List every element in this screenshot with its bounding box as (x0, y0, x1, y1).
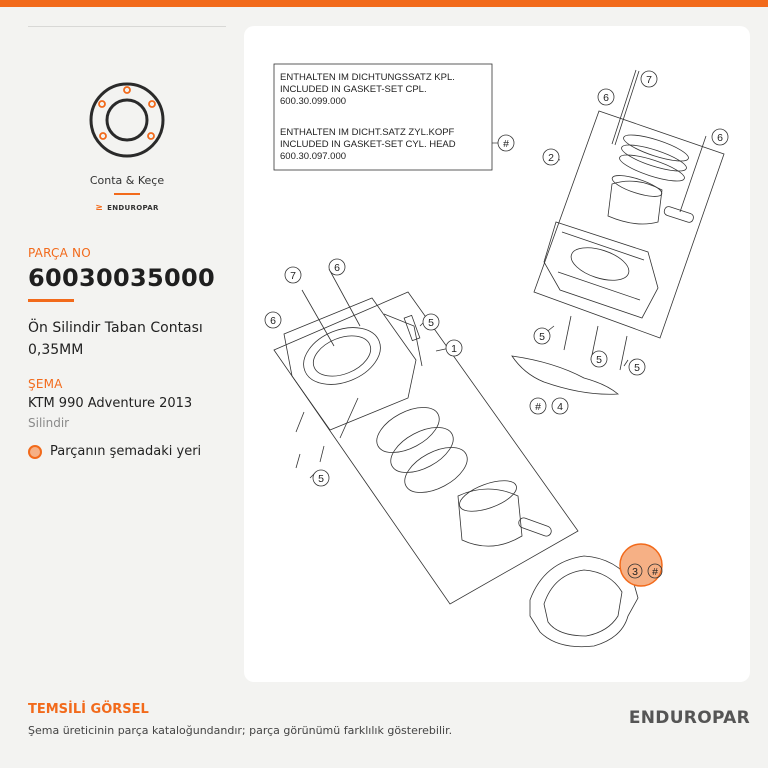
category-badge (28, 80, 226, 213)
note1-line3: 600.30.099.000 (280, 96, 347, 107)
note2-line1: ENTHALTEN IM DICHT.SATZ ZYL.KOPF (280, 127, 455, 138)
callout-hash-note (498, 135, 514, 151)
schema-model: KTM 990 Adventure 2013 (28, 396, 193, 411)
part-number-underline (28, 299, 74, 302)
svg-text:4: 4 (557, 401, 563, 413)
top-accent-bar (0, 0, 768, 7)
part-location-highlight (620, 544, 662, 586)
callout-5-c (629, 359, 645, 375)
note1-line1: ENTHALTEN IM DICHTUNGSSATZ KPL. (280, 72, 455, 83)
highlight-marker-icon (28, 445, 42, 459)
note2-line2: INCLUDED IN GASKET-SET CYL. HEAD (280, 139, 456, 150)
brand-small-text: ENDUROPAR (107, 204, 159, 212)
svg-text:2: 2 (548, 152, 554, 164)
top-divider (28, 26, 226, 27)
schema-group: Silindir (28, 416, 70, 430)
svg-text:5: 5 (428, 317, 434, 329)
brand-small-logo (28, 203, 226, 213)
svg-text:#: # (535, 401, 541, 413)
category-name: Conta & Keçe (89, 174, 165, 187)
callout-6-right (712, 129, 728, 145)
callout-5-front-top (423, 314, 439, 330)
exploded-diagram (244, 26, 750, 682)
svg-text:6: 6 (717, 132, 723, 144)
note2-line3: 600.30.097.000 (280, 151, 347, 162)
callout-7-top (641, 71, 657, 87)
svg-text:5: 5 (596, 354, 602, 366)
callout-1 (446, 340, 462, 356)
callout-6-front-top (329, 259, 345, 275)
part-name: Ön Silindir Taban Contası 0,35MM (28, 320, 203, 358)
callout-5-a (534, 328, 550, 344)
callout-hash-4 (530, 398, 546, 414)
note1-line2: INCLUDED IN GASKET-SET CPL. (280, 84, 427, 95)
callout-6-front-left (265, 312, 281, 328)
svg-text:6: 6 (603, 92, 609, 104)
legend-text: Parçanın şemadaki yeri (50, 444, 202, 459)
schema-label: ŞEMA (28, 377, 63, 391)
footer-brand: ENDUROPAR (628, 708, 750, 728)
svg-text:5: 5 (539, 331, 545, 343)
representative-image-note: Şema üreticinin parça kataloğundandır; parça görünümü farklılık gösterebilir. (28, 724, 453, 737)
svg-text:3: 3 (632, 566, 638, 578)
svg-text:7: 7 (646, 74, 652, 86)
callout-4 (552, 398, 568, 414)
callout-7-front (285, 267, 301, 283)
svg-text:5: 5 (634, 362, 640, 374)
svg-text:#: # (652, 566, 658, 578)
gasket-icon (87, 80, 167, 160)
svg-text:5: 5 (318, 473, 324, 485)
enduropar-z-icon: ≥ (95, 203, 104, 213)
svg-text:#: # (503, 138, 509, 150)
part-number: 60030035000 (28, 264, 215, 292)
callout-2 (543, 149, 559, 165)
svg-text:7: 7 (290, 270, 296, 282)
callout-5-b (591, 351, 607, 367)
category-underline (114, 193, 140, 195)
part-no-label: PARÇA NO (28, 246, 91, 260)
callout-6-top (598, 89, 614, 105)
representative-image-title: TEMSİLİ GÖRSEL (28, 702, 149, 717)
callout-5-front-bottom (313, 470, 329, 486)
svg-text:1: 1 (451, 343, 457, 355)
svg-text:6: 6 (270, 315, 276, 327)
location-legend (28, 444, 201, 459)
diagram-card (244, 26, 750, 682)
svg-text:6: 6 (334, 262, 340, 274)
